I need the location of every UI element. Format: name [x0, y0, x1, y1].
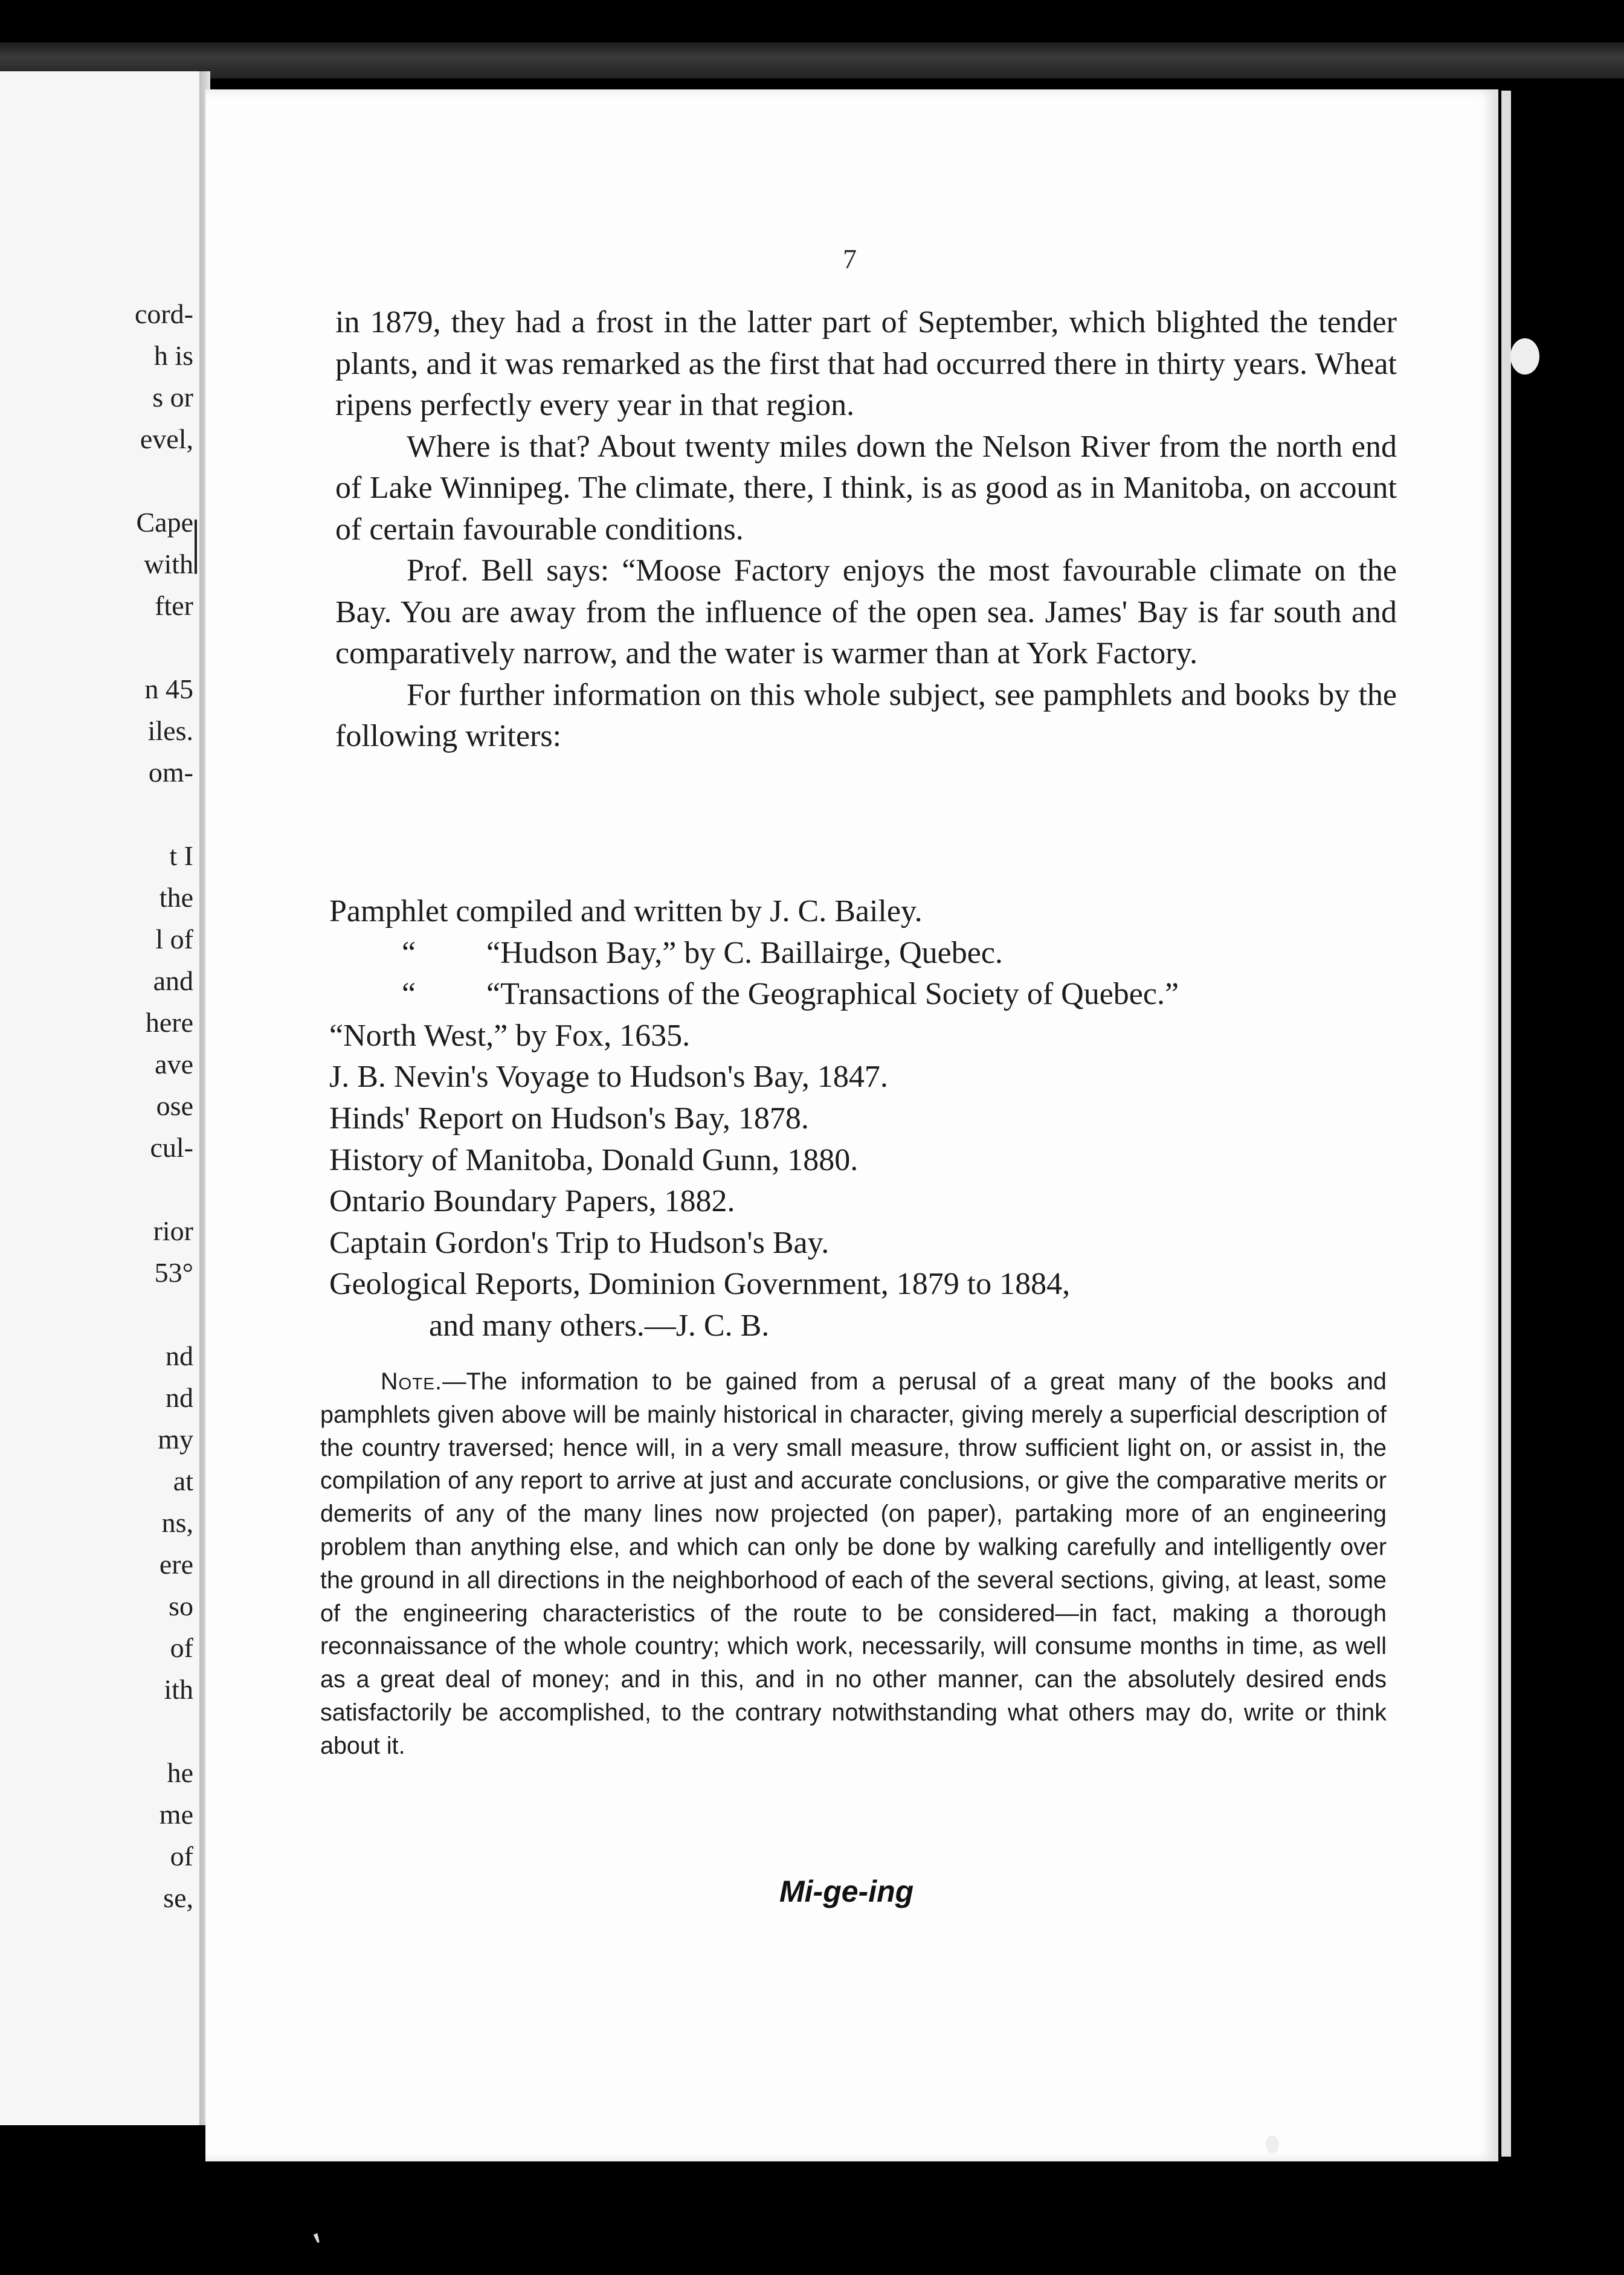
left-page-fragment: the — [159, 882, 193, 913]
reference-item: History of Manitoba, Donald Gunn, 1880. — [329, 1142, 859, 1177]
reference-item: Geological Reports, Dominion Government, 1879 to 1884, — [329, 1267, 1071, 1302]
left-page-fragment: iles. — [147, 715, 193, 746]
left-page-fragment: s or — [152, 382, 193, 413]
left-page-fragment: so — [169, 1591, 193, 1621]
left-page-gap — [0, 1710, 193, 1752]
left-page-fragment: cord- — [134, 298, 193, 329]
left-page-fragment: he — [167, 1757, 193, 1788]
paragraph-4: For further information on this whole subject, see pamphlets and books by the following writers: — [335, 677, 1397, 753]
left-page-fragment: nd — [166, 1382, 193, 1413]
left-page-fragment: ere — [159, 1549, 193, 1580]
left-page-fragment: my — [158, 1424, 193, 1455]
paragraph-3: Prof. Bell says: “Moose Factory enjoys the most favourable climate on the Bay. You are away from the influence of the open sea. James' Bay is far south and comparatively narrow, and the water is warmer than at York Factory. — [335, 553, 1397, 671]
book-top-edge — [0, 42, 1624, 79]
reference-item: and many others.—J. C. B. — [429, 1308, 770, 1343]
left-page-gap — [0, 1168, 193, 1210]
ditto-mark: “ — [402, 935, 416, 970]
note-text: —The information to be gained from a perusal of a great many of the books and pamphlets given above will be mainly historical in character, giving merely a superficial description of the country traversed; hence will, in a very small measure, throw sufficient light on, or assist in, the compilation of any report to arrive at just and accurate conclusions, or give the comparative merits or demerits of any of the many lines now projected (on paper), partaking more of an engineering problem than anything else, and which can only be done by walking carefully and intelligently over the ground in all directions in the neighborhood of each of the several sections, giving, at least, some of the engineering characteristics of the route to be considered—in fact, making a thorough reconnaissance of the whole country; which work, necessarily, will consume months in time, as well as a great deal of money; and in this, and in no other manner, can the absolutely desired ends satisfactorily be accomplished, to the contrary notwithstanding what others may do, write or think about it. — [320, 1368, 1387, 1759]
reference-item: Pamphlet compiled and written by J. C. Bailey. — [329, 894, 923, 928]
signature: Mi-ge-ing — [779, 1874, 914, 1908]
left-page-fragment: of — [170, 1841, 193, 1871]
bottom-scribble: ᡃ — [314, 2219, 334, 2273]
left-page-fragment: here — [145, 1007, 193, 1038]
page-edge — [1501, 91, 1511, 2157]
left-page-fragment: at — [173, 1466, 193, 1496]
left-page-fragment: l of — [155, 924, 193, 954]
left-page-fragment: h is — [153, 340, 193, 371]
left-page-fragment: om- — [148, 757, 193, 788]
reference-item: J. B. Nevin's Voyage to Hudson's Bay, 1847. — [329, 1060, 888, 1095]
ditto-mark: “ — [402, 977, 416, 1012]
note-label: Note. — [381, 1368, 443, 1395]
left-page-fragment: 53° — [154, 1257, 193, 1288]
paragraph-1: in 1879, they had a frost in the latter part of September, which blighted the tender plants, and it was remarked as the first that had occurred there in thirty years. Wheat ripens perfectly every year in that region. — [335, 305, 1397, 422]
left-page-fragment: ave — [155, 1049, 193, 1080]
left-page-fragment: rior — [153, 1215, 193, 1246]
dust-speck — [1266, 2135, 1279, 2154]
left-page-gap — [0, 793, 193, 835]
dust-speck — [1510, 338, 1539, 375]
reference-title: “Hudson Bay,” by C. Baillairge, Quebec. — [486, 935, 1003, 970]
left-page-fragment: and — [153, 965, 193, 996]
note-paragraph — [320, 1365, 1387, 1763]
left-page-fragment: evel, — [140, 423, 193, 454]
reference-item — [329, 974, 1399, 1015]
left-page-fragment: nd — [166, 1340, 193, 1371]
left-page-fragment: ith — [164, 1674, 193, 1705]
reference-item: “North West,” by Fox, 1635. — [329, 1018, 691, 1053]
reference-list — [329, 891, 1399, 1347]
left-page-gap — [0, 626, 193, 668]
left-page-fragment: cul- — [150, 1132, 193, 1163]
reference-item: Captain Gordon's Trip to Hudson's Bay. — [329, 1225, 830, 1260]
main-body-text — [335, 302, 1397, 758]
left-page-fragment: ns, — [161, 1507, 193, 1538]
left-page-fragment: n 45 — [144, 674, 193, 704]
margin-mark — [195, 520, 197, 574]
left-page-fragment: me — [159, 1799, 193, 1830]
left-page-fragment: fter — [155, 590, 193, 621]
left-page-gap — [0, 1293, 193, 1335]
left-page-fragment: with — [144, 549, 193, 579]
left-page-gap — [0, 460, 193, 501]
reference-item: Ontario Boundary Papers, 1882. — [329, 1184, 735, 1219]
left-page-fragment: Cape — [136, 507, 193, 538]
left-page-fragment: t I — [169, 840, 193, 871]
paragraph-2: Where is that? About twenty miles down the Nelson River from the north end of Lake Winnipeg. The climate, there, I think, is as good as in Manitoba, on account of certain favourable conditions. — [335, 429, 1397, 547]
left-page-fragment: ose — [156, 1090, 193, 1121]
reference-title: “Transactions of the Geographical Society of Quebec.” — [486, 977, 1179, 1012]
left-page-text-fragments — [0, 293, 193, 1919]
reference-item: Hinds' Report on Hudson's Bay, 1878. — [329, 1101, 809, 1136]
left-page-fragment: se, — [163, 1882, 193, 1913]
reference-item — [329, 933, 1399, 974]
left-page-fragment: of — [170, 1632, 193, 1663]
page-number: 7 — [843, 243, 857, 274]
